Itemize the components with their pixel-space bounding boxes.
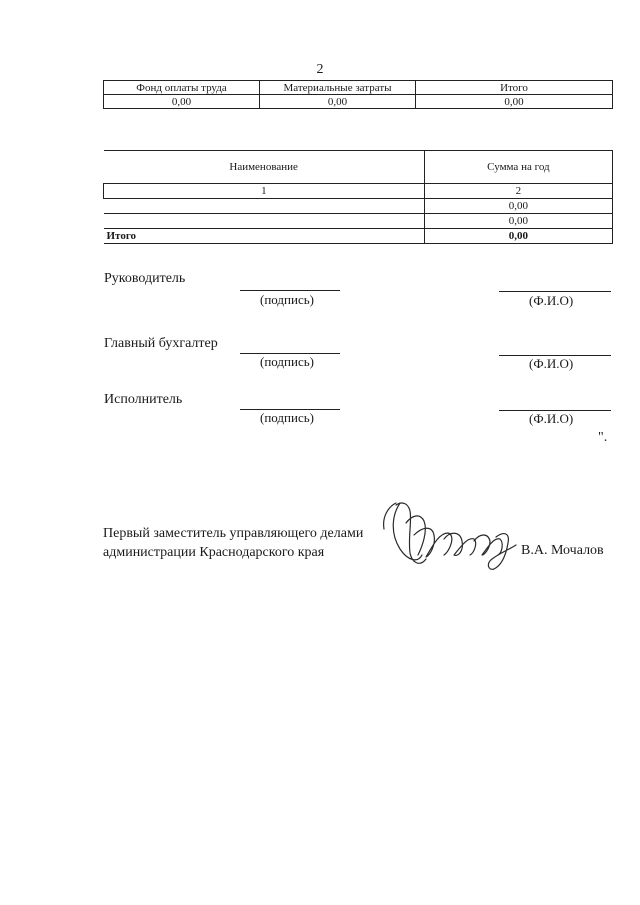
footer-position [103,524,363,562]
table-row [104,199,613,214]
items-table-header-row [104,151,613,184]
items-table-total-row [104,229,613,244]
handwritten-signature [378,493,528,573]
row-amount: 0,00 [424,214,612,229]
row-amount: 0,00 [424,199,612,214]
total-value: 0,00 [424,229,612,244]
items-table-index-row [104,184,613,199]
cost-table [103,80,613,109]
cost-table-value-row [104,95,613,109]
page-number: 2 [316,62,324,77]
name-line [499,291,611,292]
header-material-costs: Материальные затраты [260,81,416,95]
index-col-1: 1 [104,184,425,199]
header-annual-sum: Сумма на год [424,151,612,184]
name-caption: (Ф.И.О) [529,411,574,426]
index-col-2: 2 [424,184,612,199]
value-material-costs: 0,00 [260,95,416,109]
cost-table-header-row [104,81,613,95]
signature-caption: (подпись) [260,354,314,369]
signer-name: В.А. Мочалов [521,543,604,558]
name-caption: (Ф.И.О) [529,293,574,308]
role-chief-accountant: Главный бухгалтер [104,336,218,351]
name-caption: (Ф.И.О) [529,356,574,371]
header-wage-fund: Фонд оплаты труда [104,81,260,95]
signature-caption: (подпись) [260,292,314,307]
header-total: Итого [416,81,613,95]
footer-position-line2: администрации Краснодарского края [103,545,325,560]
row-name [104,214,425,229]
role-executor: Исполнитель [104,392,183,407]
role-director: Руководитель [104,271,186,286]
footer-position-line1: Первый заместитель управляющего делами [103,526,364,541]
items-table [103,150,613,244]
signature-line [240,290,340,291]
total-label: Итого [104,229,425,244]
value-wage-fund: 0,00 [104,95,260,109]
header-name: Наименование [104,151,425,184]
closing-quote: ". [598,430,608,445]
value-total: 0,00 [416,95,613,109]
row-name [104,199,425,214]
signature-caption: (подпись) [260,410,314,425]
table-row [104,214,613,229]
